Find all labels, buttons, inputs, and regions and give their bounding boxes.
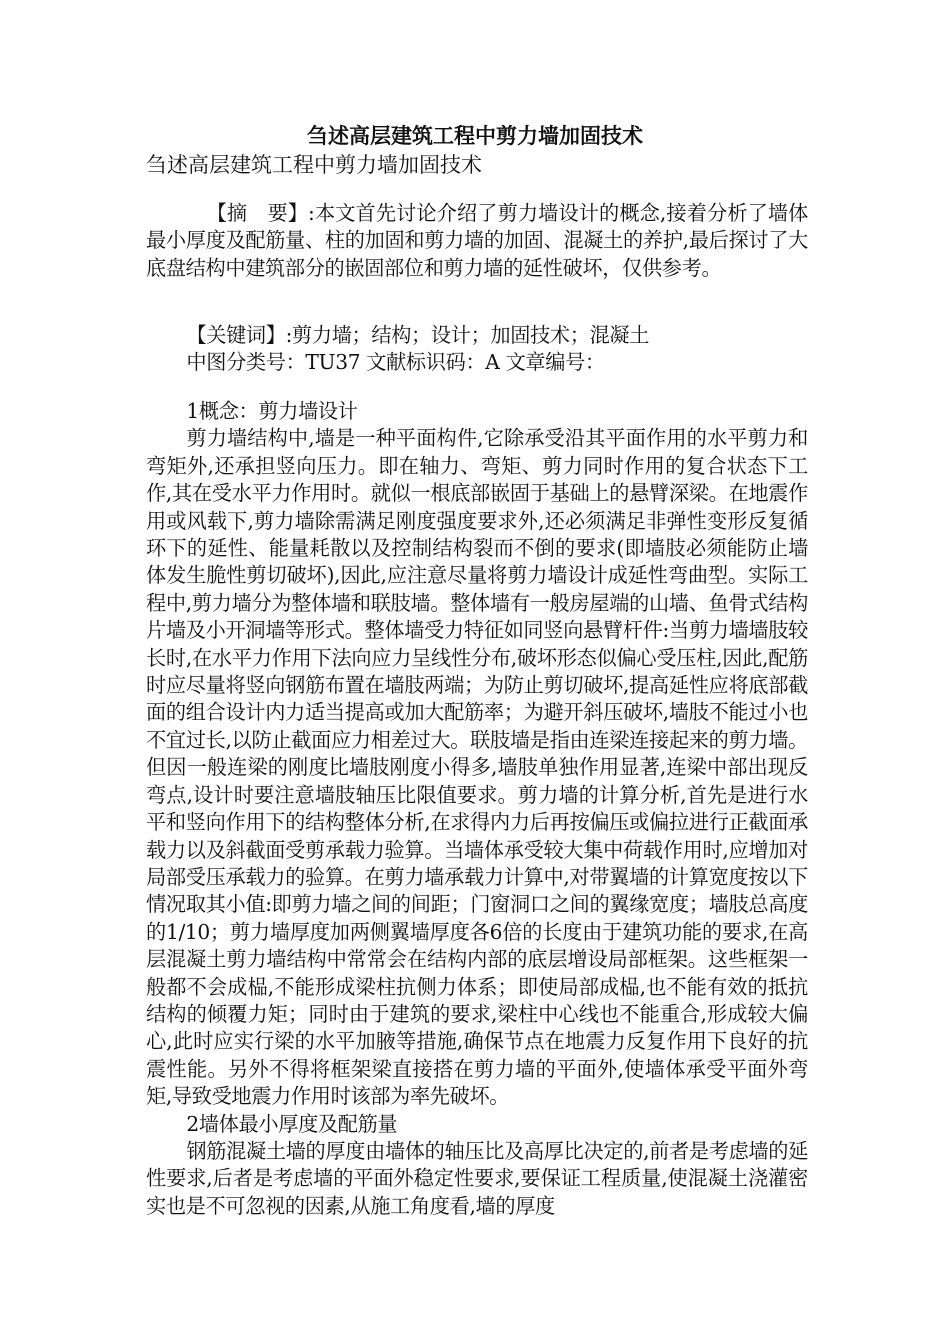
classification-line: 中图分类号：TU37 文献标识码：A 文章编号： (186, 350, 605, 375)
body-section (146, 398, 808, 1220)
abstract-section (146, 200, 808, 282)
section-1-paragraph: 剪力墙结构中,墙是一种平面构件,它除承受沿其平面作用的水平剪力和弯矩外,还承担竖向压力。即在轴力、弯矩、剪力同时作用的复合状态下工作,其在受水平力作用时。就似一根底部嵌固于基础上的悬臂深梁。在地震作用或风载下,剪力墙除需满足刚度强度要求外,还必须满足非弹性变形反复循环下的延性、能量耗散以及控制结构裂而不倒的要求(即墙肢必须能防止墙体发生脆性剪切破坏),因此,应注意尽量将剪力墙设计成延性弯曲型。实际工程中,剪力墙分为整体墙和联肢墙。整体墙有一般房屋端的山墙、鱼骨式结构片墙及小开洞墙等形式。整体墙受力特征如同竖向悬臂杆件:当剪力墙墙肢较长时,在水平力作用下法向应力呈线性分布,破坏形态似偏心受压柱,因此,配筋时应尽量将竖向钢筋布置在墙肢两端；为防止剪切破坏,提高延性应将底部截面的组合设计内力适当提高或加大配筋率；为避开斜压破坏,墙肢不能过小也不宜过长,以防止截面应力相差过大。联肢墙是指由连梁连接起来的剪力墙。但因一般连梁的刚度比墙肢刚度小得多,墙肢单独作用显著,连梁中部出现反弯点,设计时要注意墙肢轴压比限值要求。剪力墙的计算分析,首先是进行水平和竖向作用下的结构整体分析,在求得内力后再按偏压或偏拉进行正截面承载力以及斜截面受剪承载力验算。当墙体承受较大集中荷载作用时,应增加对局部受压承载力的验算。在剪力墙承载力计算中,对带翼墙的计算宽度按以下情况取其小值:即剪力墙之间的间距；门窗洞口之间的翼缘宽度；墙肢总高度的1/10；剪力墙厚度加两侧翼墙厚度各6倍的长度由于建筑功能的要求,在高层混凝土剪力墙结构中常常会在结构内部的底层增设局部框架。这些框架一般都不会成榀,不能形成梁柱抗侧力体系；即使局部成榀,也不能有效的抵抗结构的倾覆力矩；同时由于建筑的要求,梁柱中心线也不能重合,形成较大偏心,此时应实行梁的水平加腋等措施,确保节点在地震力反复作用下良好的抗震性能。另外不得将框架梁直接搭在剪力墙的平面外,使墙体承受平面外弯矩,导致受地震力作用时该部为率先破坏。 (146, 426, 808, 1109)
keywords-line: 【关键词】:剪力墙；结构；设计；加固技术；混凝土 (186, 323, 650, 347)
section-2-paragraph: 钢筋混凝土墙的厚度由墙体的轴压比及高厚比决定的,前者是考虑墙的延性要求,后者是考虑墙的平面外稳定性要求,要保证工程质量,使混凝土浇灌密实也是不可忽视的因素,从施工角度看,墙的厚度 (146, 1138, 808, 1218)
section-2-heading: 2墙体最小厚度及配筋量 (186, 1111, 398, 1136)
keywords-section (146, 322, 808, 377)
document-subtitle: 刍述高层建筑工程中剪力墙加固技术 (146, 153, 482, 177)
section-1-heading: 1概念：剪力墙设计 (186, 399, 358, 423)
document-title: 刍述高层建筑工程中剪力墙加固技术 (307, 123, 643, 148)
abstract-paragraph: 【摘 要】:本文首先讨论介绍了剪力墙设计的概念,接着分析了墙体最小厚度及配筋量、柱的加固和剪力墙的加固、混凝土的养护,最后探讨了大底盘结构中建筑部分的嵌固部位和剪力墙的延性破坏，仅供参考。 (146, 201, 808, 280)
